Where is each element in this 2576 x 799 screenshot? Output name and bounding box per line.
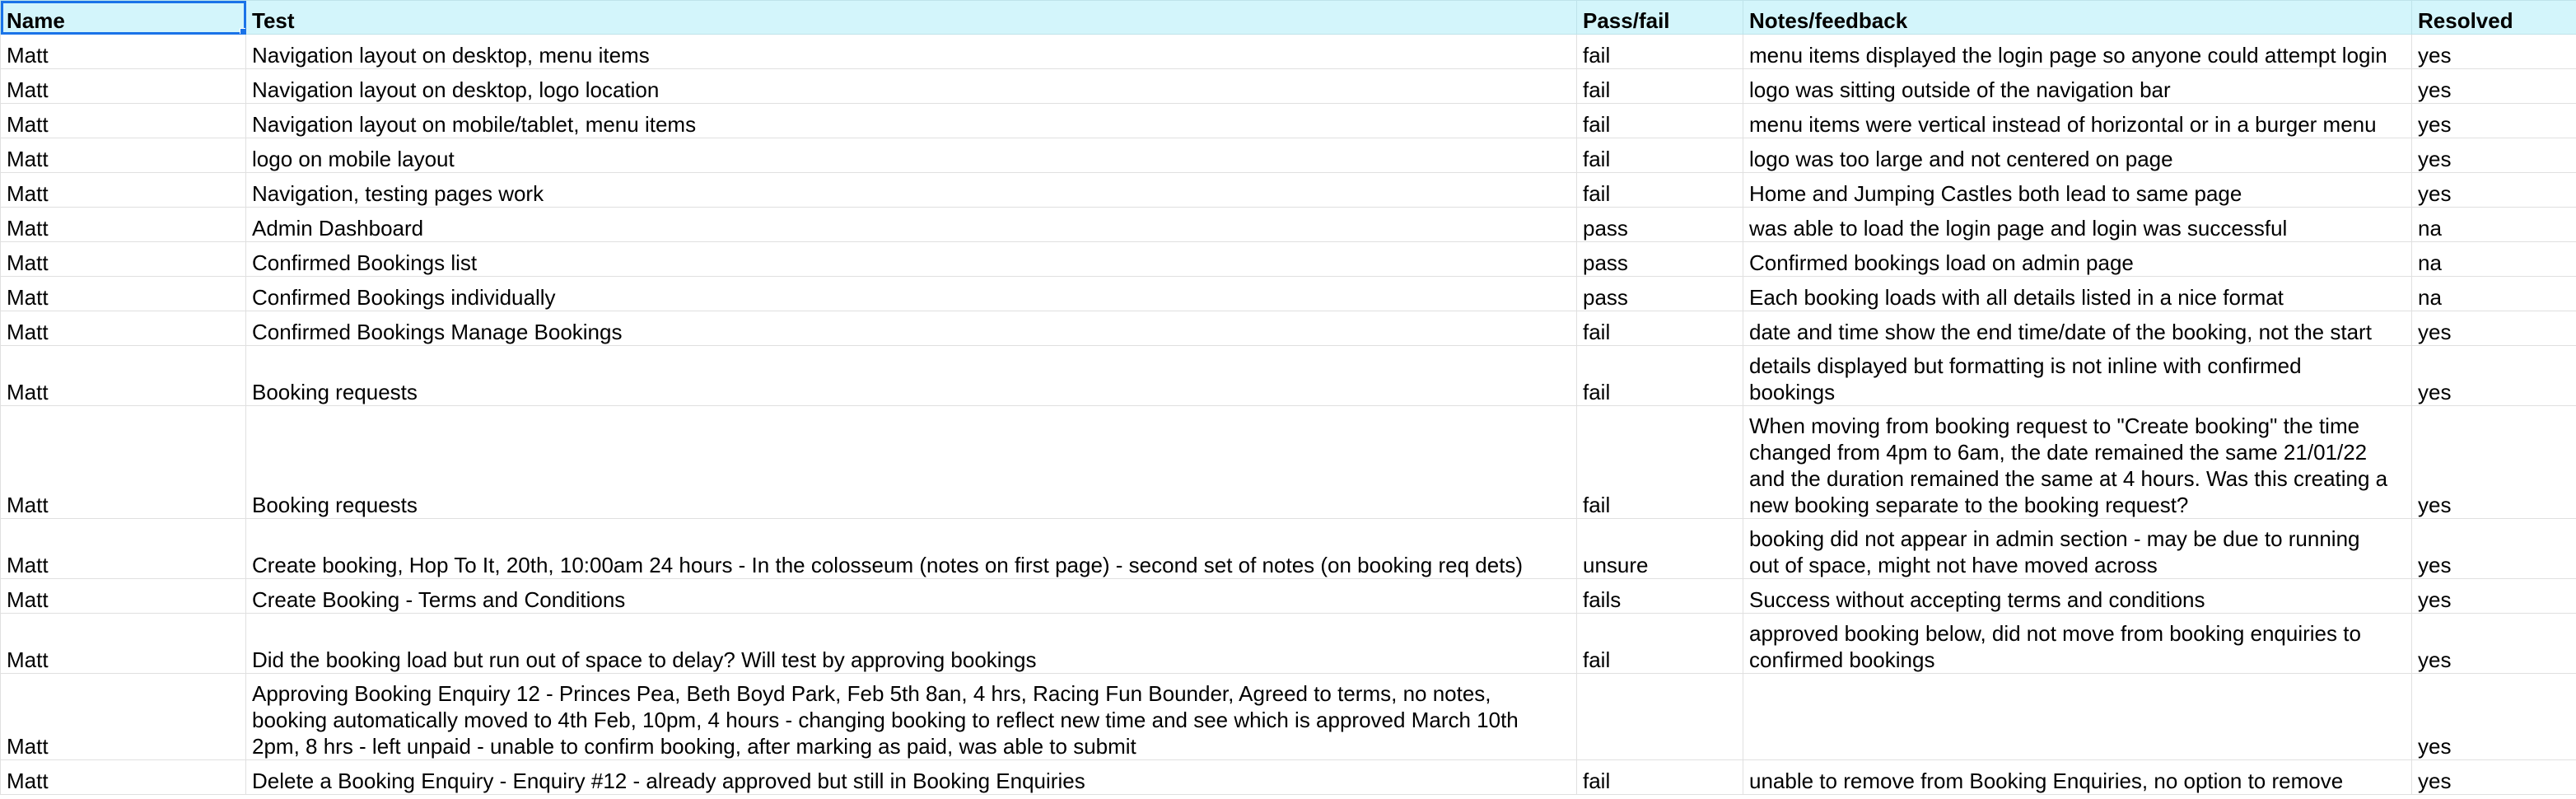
cell-test-line: 2pm, 8 hrs - left unpaid - unable to confirm booking, after marking as paid, was able to submit [252, 734, 1136, 759]
cell-test-line: Did the booking load but run out of space to delay? Will test by approving bookings [252, 647, 1037, 672]
header-row [1, 1, 2576, 35]
cell-name[interactable]: Matt [1, 406, 246, 519]
cell-name[interactable]: Matt [1, 104, 246, 138]
cell-name[interactable]: Matt [1, 346, 246, 406]
cell-test-line: Confirmed Bookings individually [252, 285, 556, 310]
cell-resolved[interactable]: yes [2412, 579, 2576, 614]
cell-resolved[interactable]: yes [2412, 35, 2576, 69]
cell-test-line: Navigation layout on desktop, logo location [252, 77, 660, 102]
table-row [1, 173, 2576, 208]
cell-notes[interactable] [1743, 579, 2412, 614]
cell-notes-line: Home and Jumping Castles both lead to same page [1749, 181, 2242, 206]
cell-name[interactable]: Matt [1, 35, 246, 69]
cell-resolved[interactable]: yes [2412, 519, 2576, 579]
cell-test[interactable] [246, 69, 1577, 104]
cell-name[interactable]: Matt [1, 138, 246, 173]
cell-test[interactable] [246, 674, 1577, 760]
cell-notes[interactable] [1743, 208, 2412, 242]
cell-notes-line: Each booking loads with all details listed in a nice format [1749, 285, 2284, 310]
cell-notes-line: out of space, might not have moved across [1749, 553, 2158, 577]
cell-pass-fail[interactable]: fail [1577, 614, 1743, 674]
cell-resolved[interactable]: yes [2412, 173, 2576, 208]
cell-resolved[interactable]: yes [2412, 138, 2576, 173]
cell-notes[interactable] [1743, 406, 2412, 519]
cell-notes-line: menu items displayed the login page so anyone could attempt login [1749, 43, 2387, 68]
cell-test-line: Delete a Booking Enquiry - Enquiry #12 - already approved but still in Booking Enquiries [252, 769, 1085, 793]
table-row [1, 242, 2576, 277]
cell-name[interactable]: Matt [1, 311, 246, 346]
cell-resolved[interactable]: yes [2412, 760, 2576, 795]
cell-resolved[interactable]: yes [2412, 346, 2576, 406]
cell-test[interactable] [246, 35, 1577, 69]
cell-name[interactable]: Matt [1, 674, 246, 760]
cell-test[interactable] [246, 614, 1577, 674]
cell-name[interactable]: Matt [1, 760, 246, 795]
cell-notes[interactable] [1743, 519, 2412, 579]
cell-notes-line: menu items were vertical instead of horizontal or in a burger menu [1749, 112, 2377, 137]
cell-notes[interactable] [1743, 277, 2412, 311]
cell-test[interactable] [246, 406, 1577, 519]
cell-notes[interactable] [1743, 104, 2412, 138]
cell-name[interactable]: Matt [1, 519, 246, 579]
cell-test-line: Admin Dashboard [252, 216, 424, 241]
cell-name[interactable]: Matt [1, 208, 246, 242]
cell-pass-fail[interactable]: fail [1577, 104, 1743, 138]
cell-notes[interactable] [1743, 674, 2412, 760]
cell-pass-fail[interactable]: fail [1577, 173, 1743, 208]
cell-resolved[interactable]: yes [2412, 69, 2576, 104]
cell-notes-line: date and time show the end time/date of the booking, not the start [1749, 320, 2372, 344]
cell-pass-fail[interactable]: pass [1577, 277, 1743, 311]
cell-test[interactable] [246, 104, 1577, 138]
cell-test-line: Navigation layout on desktop, menu items [252, 43, 650, 68]
table-row [1, 346, 2576, 406]
cell-test[interactable] [246, 138, 1577, 173]
cell-test[interactable] [246, 346, 1577, 406]
cell-resolved[interactable]: na [2412, 242, 2576, 277]
cell-test[interactable] [246, 173, 1577, 208]
cell-resolved[interactable]: yes [2412, 406, 2576, 519]
cell-notes[interactable] [1743, 242, 2412, 277]
cell-name[interactable]: Matt [1, 69, 246, 104]
table-row [1, 277, 2576, 311]
header-cell-name[interactable]: Name [1, 1, 246, 35]
cell-test-line: Confirmed Bookings Manage Bookings [252, 320, 623, 344]
cell-name[interactable]: Matt [1, 173, 246, 208]
cell-pass-fail[interactable]: fail [1577, 346, 1743, 406]
cell-notes-line: confirmed bookings [1749, 647, 1935, 672]
cell-test-line: Confirmed Bookings list [252, 250, 478, 275]
table-row [1, 760, 2576, 795]
cell-resolved[interactable]: na [2412, 277, 2576, 311]
cell-test-line: Create Booking - Terms and Conditions [252, 587, 626, 612]
cell-notes[interactable] [1743, 138, 2412, 173]
cell-resolved[interactable]: na [2412, 208, 2576, 242]
cell-test[interactable] [246, 579, 1577, 614]
cell-notes-line: bookings [1749, 380, 1836, 404]
cell-notes-line: Success without accepting terms and conditions [1749, 587, 2205, 612]
table-row [1, 138, 2576, 173]
cell-notes[interactable] [1743, 311, 2412, 346]
cell-notes-line: approved booking below, did not move from booking enquiries to [1749, 621, 2361, 646]
cell-pass-fail[interactable] [1577, 674, 1743, 760]
cell-notes-line: unable to remove from Booking Enquiries, no option to remove [1749, 769, 2344, 793]
header-cell-resolved[interactable]: Resolved [2412, 1, 2576, 35]
cell-notes-line: logo was too large and not centered on page [1749, 147, 2173, 171]
cell-name[interactable]: Matt [1, 242, 246, 277]
cell-test-line: logo on mobile layout [252, 147, 455, 171]
table-row [1, 519, 2576, 579]
cell-resolved[interactable]: yes [2412, 674, 2576, 760]
table-row [1, 311, 2576, 346]
table-row [1, 104, 2576, 138]
header-cell-test[interactable]: Test [246, 1, 1577, 35]
cell-test[interactable] [246, 208, 1577, 242]
cell-pass-fail[interactable]: fails [1577, 579, 1743, 614]
cell-notes-line: Confirmed bookings load on admin page [1749, 250, 2134, 275]
cell-notes-line: details displayed but formatting is not inline with confirmed [1749, 353, 2302, 378]
table-row [1, 35, 2576, 69]
cell-test[interactable] [246, 311, 1577, 346]
table-row [1, 674, 2576, 760]
cell-pass-fail[interactable]: fail [1577, 406, 1743, 519]
cell-notes-line: and the duration remained the same at 4 hours. Was this creating a [1749, 466, 2388, 491]
table-row [1, 406, 2576, 519]
cell-resolved[interactable]: yes [2412, 104, 2576, 138]
cell-notes-line: logo was sitting outside of the navigation bar [1749, 77, 2171, 102]
cell-test[interactable] [246, 760, 1577, 795]
table-row [1, 579, 2576, 614]
cell-test[interactable] [246, 242, 1577, 277]
cell-test-line: Booking requests [252, 380, 418, 404]
cell-pass-fail[interactable]: fail [1577, 311, 1743, 346]
cell-test[interactable] [246, 277, 1577, 311]
cell-pass-fail[interactable]: unsure [1577, 519, 1743, 579]
header-cell-notes[interactable]: Notes/feedback [1743, 1, 2412, 35]
cell-test-line: Create booking, Hop To It, 20th, 10:00am 24 hours - In the colosseum (notes on first page) - second set of notes (on booking req dets) [252, 553, 1524, 577]
cell-pass-fail[interactable]: pass [1577, 242, 1743, 277]
cell-resolved[interactable]: yes [2412, 311, 2576, 346]
cell-notes-line: When moving from booking request to "Create booking" the time [1749, 414, 2360, 438]
cell-notes-line: booking did not appear in admin section - may be due to running [1749, 526, 2360, 551]
cell-test-line: Navigation, testing pages work [252, 181, 544, 206]
cell-pass-fail[interactable]: fail [1577, 69, 1743, 104]
cell-pass-fail[interactable]: fail [1577, 138, 1743, 173]
table-row [1, 614, 2576, 674]
cell-notes[interactable] [1743, 173, 2412, 208]
cell-notes-line: was able to load the login page and login was successful [1749, 216, 2288, 241]
cell-test-line: booking automatically moved to 4th Feb, 10pm, 4 hours - changing booking to reflect new time and see which is approved March 10th [252, 708, 1519, 732]
cell-test-line: Approving Booking Enquiry 12 - Princes Pea, Beth Boyd Park, Feb 5th 8an, 4 hrs, Racing Fun Bounder, Agreed to terms, no notes, [252, 681, 1491, 706]
cell-name[interactable]: Matt [1, 579, 246, 614]
cell-name[interactable]: Matt [1, 277, 246, 311]
cell-notes[interactable] [1743, 69, 2412, 104]
cell-notes[interactable] [1743, 346, 2412, 406]
cell-notes[interactable] [1743, 35, 2412, 69]
cell-test[interactable] [246, 519, 1577, 579]
cell-pass-fail[interactable]: fail [1577, 35, 1743, 69]
cell-notes[interactable] [1743, 760, 2412, 795]
table-row [1, 208, 2576, 242]
header-cell-pass-fail[interactable]: Pass/fail [1577, 1, 1743, 35]
cell-pass-fail[interactable]: pass [1577, 208, 1743, 242]
cell-pass-fail[interactable]: fail [1577, 760, 1743, 795]
cell-name[interactable]: Matt [1, 614, 246, 674]
cell-notes[interactable] [1743, 614, 2412, 674]
cell-notes-line: changed from 4pm to 6am, the date remained the same 21/01/22 [1749, 440, 2368, 465]
cell-test-line: Booking requests [252, 493, 418, 517]
cell-test-line: Navigation layout on mobile/tablet, menu items [252, 112, 697, 137]
cell-resolved[interactable]: yes [2412, 614, 2576, 674]
cell-notes-line: new booking separate to the booking request? [1749, 493, 2189, 517]
table-row [1, 69, 2576, 104]
